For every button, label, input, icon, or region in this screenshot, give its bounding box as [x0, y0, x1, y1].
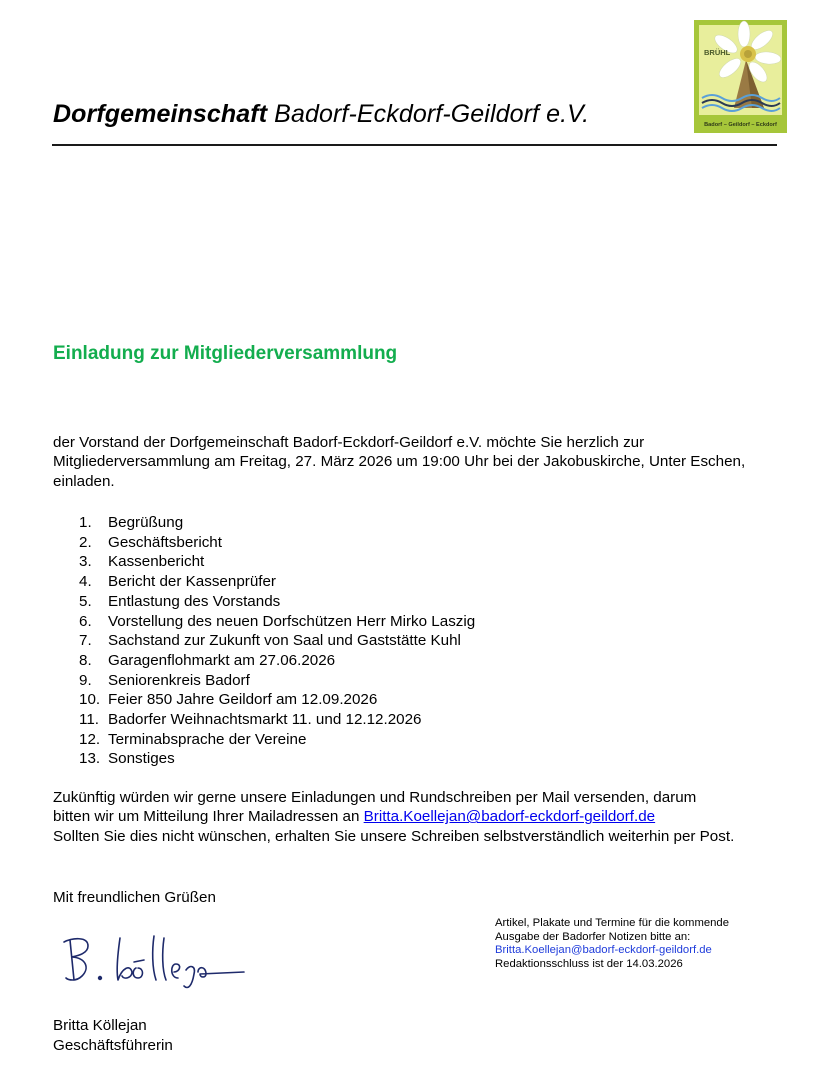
header-divider — [52, 144, 777, 146]
signer-block — [53, 1016, 173, 1055]
invitation-heading: Einladung zur Mitgliederversammlung — [53, 343, 398, 364]
agenda-text: Terminabsprache der Vereine — [108, 730, 307, 748]
agenda-number: 6. — [79, 612, 92, 630]
organization-title-bold: Dorfgemeinschaft — [53, 100, 268, 128]
agenda-text: Vorstellung des neuen Dorfschützen Herr Mirko Laszig — [108, 612, 476, 630]
agenda-number: 4. — [79, 573, 92, 591]
organization-title-rest: Badorf-Eckdorf-Geildorf e.V. — [267, 100, 590, 128]
agenda-number: 8. — [79, 651, 92, 669]
newsletter-note-line: Artikel, Plakate und Termine für die kommende — [495, 917, 730, 929]
agenda-number: 9. — [79, 671, 92, 689]
newsletter-email-link[interactable]: Britta.Koellejan@badorf-eckdorf-geildorf.de — [495, 944, 712, 956]
mail-note-line: Sollten Sie dies nicht wünschen, erhalten Sie unsere Schreiben selbstverständlich weiterhin per Post. — [53, 827, 735, 845]
signer-name: Britta Köllejan — [53, 1017, 147, 1034]
agenda-item — [79, 612, 475, 632]
logo-bottom-text: Badorf – Geildorf – Eckdorf — [704, 122, 777, 128]
agenda-text: Entlastung des Vorstands — [108, 592, 281, 610]
mail-note-line: Zukünftig würden wir gerne unsere Einladungen und Rundschreiben per Mail versenden, darum — [53, 789, 697, 806]
agenda-item — [79, 651, 475, 671]
contact-email-link[interactable]: Britta.Koellejan@badorf-eckdorf-geildorf.de — [363, 808, 656, 826]
agenda-number: 5. — [79, 592, 92, 610]
agenda-item — [79, 710, 475, 730]
mail-note-line — [53, 807, 793, 826]
agenda-item — [79, 513, 475, 533]
agenda-text: Badorfer Weihnachtsmarkt 11. und 12.12.2026 — [108, 711, 422, 729]
agenda-item — [79, 631, 475, 651]
organization-title — [53, 100, 589, 129]
agenda-number: 7. — [79, 632, 92, 650]
newsletter-deadline: Redaktionsschluss ist der 14.03.2026 — [495, 957, 683, 970]
logo-top-text: BRÜHL — [704, 48, 731, 57]
agenda-number: 12. — [79, 730, 101, 748]
agenda-number: 13. — [79, 750, 101, 768]
agenda-number: 10. — [79, 691, 101, 709]
agenda-text: Bericht der Kassenprüfer — [108, 573, 276, 591]
agenda-item — [79, 592, 475, 612]
newsletter-note — [495, 917, 729, 971]
agenda-list — [79, 513, 475, 769]
closing-greeting: Mit freundlichen Grüßen — [53, 889, 216, 906]
agenda-number: 1. — [79, 514, 92, 531]
agenda-item — [79, 730, 475, 750]
intro-paragraph: der Vorstand der Dorfgemeinschaft Badorf-Eckdorf-Geildorf e.V. möchte Sie herzlich zur Mitgliederversammlung am Freitag, 27. März 2026 um 19:00 Uhr bei der Jakobuskirche, Unter Eschen, einladen. — [53, 434, 746, 490]
village-logo — [694, 20, 787, 133]
agenda-text: Sonstiges — [108, 750, 175, 768]
agenda-item — [79, 552, 475, 572]
mail-note-paragraph — [53, 788, 793, 846]
agenda-text: Feier 850 Jahre Geildorf am 12.09.2026 — [108, 691, 378, 709]
agenda-text: Begrüßung — [108, 514, 184, 531]
agenda-item — [79, 690, 475, 710]
signer-role: Geschäftsführerin — [53, 1036, 173, 1054]
agenda-number: 3. — [79, 553, 92, 571]
agenda-text: Geschäftsbericht — [108, 533, 222, 551]
agenda-number: 11. — [79, 711, 99, 729]
agenda-item — [79, 671, 475, 691]
agenda-item — [79, 572, 475, 592]
agenda-text: Kassenbericht — [108, 553, 205, 571]
agenda-text: Garagenflohmarkt am 27.06.2026 — [108, 651, 336, 669]
agenda-item — [79, 533, 475, 553]
agenda-number: 2. — [79, 533, 92, 551]
handwritten-signature — [58, 930, 248, 990]
agenda-item — [79, 749, 475, 769]
mail-note-prefix: bitten wir um Mitteilung Ihrer Mailadressen an — [53, 808, 364, 826]
agenda-text: Seniorenkreis Badorf — [108, 671, 250, 689]
agenda-text: Sachstand zur Zukunft von Saal und Gaststätte Kuhl — [108, 632, 461, 650]
newsletter-note-line: Ausgabe der Badorfer Notizen bitte an: — [495, 930, 691, 943]
